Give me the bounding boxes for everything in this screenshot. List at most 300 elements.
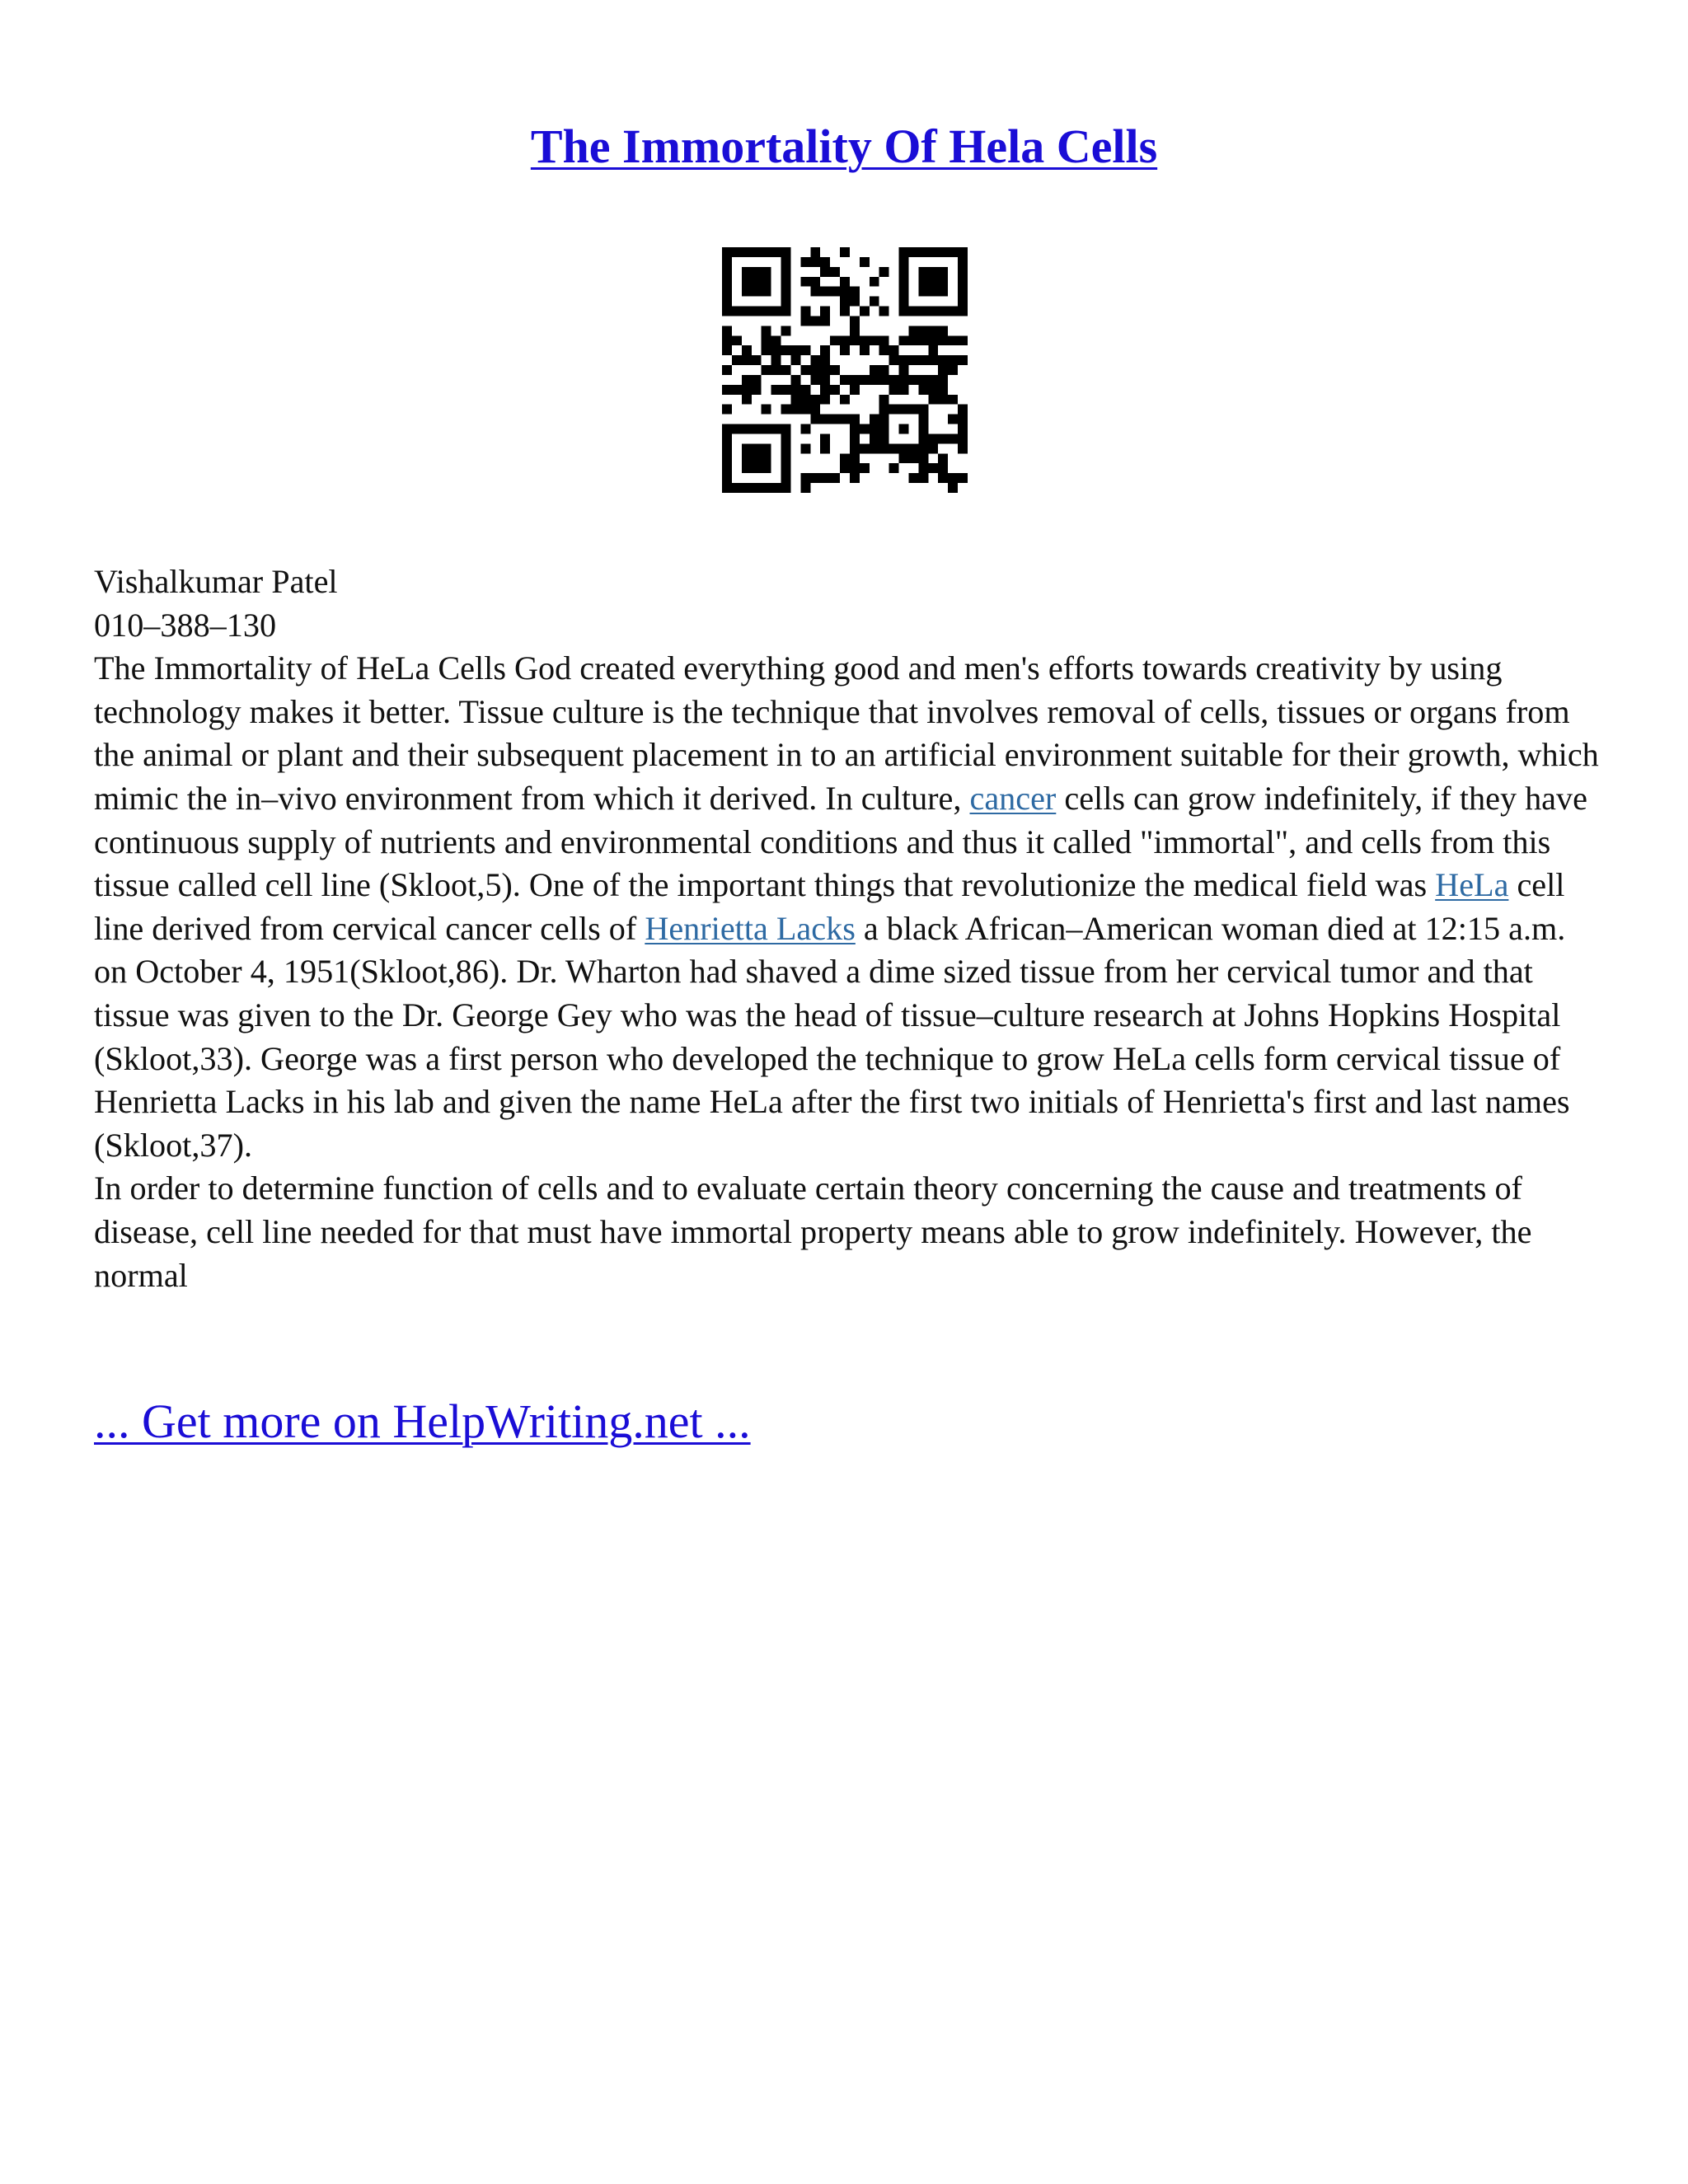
qr-module [860,424,870,434]
qr-module [732,424,742,434]
qr-module [938,287,948,297]
qr-module [781,434,791,443]
qr-module [781,257,791,267]
qr-module [908,453,918,463]
qr-module [879,335,889,345]
qr-module [830,385,840,395]
qr-module [938,335,948,345]
qr-module [781,345,791,355]
qr-module [958,297,968,307]
qr-module [870,297,879,307]
qr-module [928,277,938,287]
qr-module [742,307,752,316]
qr-module [781,463,791,473]
qr-module [938,385,948,395]
qr-module [928,434,938,443]
qr-module [762,307,771,316]
qr-module [830,473,840,483]
qr-module [928,345,938,355]
qr-code-graphic [722,247,968,493]
qr-module [850,463,860,473]
qr-module [732,247,742,257]
qr-module [840,307,850,316]
qr-module [928,355,938,365]
qr-module [918,415,928,424]
qr-module [752,267,762,277]
qr-module [810,415,820,424]
qr-module [889,355,899,365]
qr-module [810,375,820,385]
qr-module [928,267,938,277]
qr-module [918,405,928,415]
qr-module [938,326,948,335]
qr-module [762,335,771,345]
qr-module [762,247,771,257]
qr-module [958,355,968,365]
qr-module [752,424,762,434]
qr-module [879,395,889,405]
qr-module [850,443,860,453]
qr-module [722,443,732,453]
qr-module [790,375,800,385]
qr-module [840,415,850,424]
qr-module [899,365,909,375]
qr-module [781,247,791,257]
qr-module [948,434,958,443]
qr-module [810,257,820,267]
qr-module [938,434,948,443]
qr-module [850,335,860,345]
qr-module [918,247,928,257]
qr-module [762,453,771,463]
qr-module [908,307,918,316]
qr-module [889,443,899,453]
qr-module [850,326,860,335]
qr-module [830,335,840,345]
qr-module [928,287,938,297]
qr-module [918,355,928,365]
qr-module [800,277,810,287]
qr-module [899,424,909,434]
qr-module [742,375,752,385]
qr-module [938,463,948,473]
qr-module [948,415,958,424]
qr-module [722,424,732,434]
qr-module [722,267,732,277]
link-cancer[interactable]: cancer [969,779,1057,817]
qr-module [918,424,928,434]
qr-module [781,287,791,297]
qr-module [771,345,781,355]
qr-module [870,375,879,385]
qr-module [742,355,752,365]
qr-module [762,365,771,375]
qr-module [908,326,918,335]
qr-module [850,415,860,424]
qr-module [800,307,810,316]
qr-module [820,473,830,483]
qr-module [752,463,762,473]
qr-module [850,316,860,326]
qr-module [722,277,732,287]
qr-module [800,345,810,355]
qr-module [870,277,879,287]
qr-module [899,453,909,463]
qr-module [860,463,870,473]
qr-module [781,385,791,395]
qr-module [722,434,732,443]
qr-module [899,385,909,395]
qr-module [948,483,958,493]
qr-module [889,385,899,395]
qr-module [889,375,899,385]
qr-module [771,247,781,257]
qr-module [958,405,968,415]
qr-module [889,405,899,415]
qr-module [928,335,938,345]
qr-module [752,453,762,463]
paragraph-1-text: cells can grow indefinitely, if they have continuous supply of nutrients and environmental conditions and thus it called "immortal", and cells from this tissue called cell line (Skloot,5). One of the important things that revolutionize the medical field was [94,779,1587,904]
qr-module [781,326,791,335]
qr-module [908,375,918,385]
qr-module [810,365,820,375]
qr-module [771,355,781,365]
qr-module [752,287,762,297]
qr-module [918,473,928,483]
qr-module [879,443,889,453]
qr-module [840,463,850,473]
qr-module [889,463,899,473]
qr-module [752,247,762,257]
qr-module [742,453,752,463]
qr-module [742,424,752,434]
qr-module [732,307,742,316]
qr-module [918,385,928,395]
qr-module [850,434,860,443]
qr-module [938,277,948,287]
qr-module [752,375,762,385]
qr-module [860,335,870,345]
qr-module [948,355,958,365]
qr-module [781,453,791,463]
qr-module [850,453,860,463]
qr-module [762,483,771,493]
qr-module [790,355,800,365]
qr-module [722,335,732,345]
qr-module [958,257,968,267]
author-name: Vishalkumar Patel [94,563,338,600]
qr-module [889,345,899,355]
qr-code-icon [722,247,968,493]
qr-module [781,483,791,493]
qr-module [958,307,968,316]
qr-module [820,267,830,277]
qr-module [938,453,948,463]
qr-module [810,277,820,287]
qr-module [860,307,870,316]
qr-module [742,463,752,473]
qr-module [820,365,830,375]
qr-module [879,345,889,355]
qr-module [928,307,938,316]
qr-module [958,335,968,345]
paragraph-1-text: The Immortality of HeLa Cells God created everything good and men's efforts towards creativity by using technology makes it better. Tissue culture is the technique that involves removal of cells, tissues or organs from the animal or plant and their subsequent placement in to an artificial environment suitable for their growth, which mimic the in–vivo environment from which it derived. In culture, [94,649,1599,817]
qr-module [908,443,918,453]
qr-module [918,443,928,453]
qr-module [938,307,948,316]
qr-module [899,307,909,316]
qr-module [860,257,870,267]
qr-module [722,463,732,473]
qr-module [899,257,909,267]
qr-module [820,434,830,443]
qr-module [899,287,909,297]
qr-module [810,405,820,415]
qr-module [800,257,810,267]
qr-module [762,267,771,277]
qr-module [860,345,870,355]
qr-module [879,307,889,316]
qr-module [742,267,752,277]
qr-module [928,375,938,385]
qr-module [752,483,762,493]
qr-module [860,375,870,385]
qr-module [899,443,909,453]
qr-module [820,355,830,365]
qr-module [830,267,840,277]
qr-module [850,424,860,434]
qr-module [781,297,791,307]
qr-module [722,247,732,257]
qr-module [908,247,918,257]
student-id: 010–388–130 [94,606,277,644]
qr-module [899,405,909,415]
qr-module [938,473,948,483]
qr-module [870,434,879,443]
qr-module [771,483,781,493]
qr-module [958,443,968,453]
qr-module [771,424,781,434]
qr-module [800,385,810,395]
qr-module [790,385,800,395]
qr-module [781,443,791,453]
qr-module [840,247,850,257]
qr-module [918,463,928,473]
paragraph-2: In order to determine function of cells and to evaluate certain theory concerning the cause and treatments of disease, cell line needed for that must have immortal property means able to grow indefinitely. However, the normal [94,1169,1532,1294]
qr-module [820,385,830,395]
qr-module [810,395,820,405]
qr-module [928,443,938,453]
qr-module [899,267,909,277]
qr-module [840,375,850,385]
qr-module [899,297,909,307]
qr-module [722,483,732,493]
qr-module [938,355,948,365]
qr-module [840,345,850,355]
qr-module [781,277,791,287]
qr-module [722,473,732,483]
qr-module [958,277,968,287]
qr-module [732,385,742,395]
qr-module [938,267,948,277]
qr-module [850,385,860,395]
qr-module [948,247,958,257]
qr-module [908,405,918,415]
qr-module [830,415,840,424]
qr-module [850,287,860,297]
qr-module [870,415,879,424]
qr-module [781,365,791,375]
qr-module [810,473,820,483]
qr-module [879,375,889,385]
qr-module [800,473,810,483]
qr-module [879,405,889,415]
qr-module [948,335,958,345]
qr-module [938,395,948,405]
qr-module [722,365,732,375]
qr-module [918,375,928,385]
get-more-link[interactable]: ... Get more on HelpWriting.net ... [94,1394,751,1448]
qr-module [958,287,968,297]
qr-module [908,335,918,345]
qr-module [958,267,968,277]
qr-module [762,405,771,415]
qr-module [800,316,810,326]
qr-module [752,385,762,395]
qr-module [928,395,938,405]
qr-module [840,395,850,405]
qr-module [948,395,958,405]
qr-module [820,287,830,297]
qr-module [850,297,860,307]
qr-module [762,277,771,287]
qr-module [948,307,958,316]
qr-module [918,326,928,335]
qr-module [879,415,889,424]
qr-module [722,307,732,316]
qr-module [958,424,968,434]
link-henrietta-lacks[interactable]: Henrietta Lacks [645,909,856,947]
qr-module [870,335,879,345]
qr-module [810,247,820,257]
qr-module [840,287,850,297]
qr-module [732,335,742,345]
qr-module [879,267,889,277]
qr-module [879,365,889,375]
qr-module [742,287,752,297]
qr-module [958,247,968,257]
qr-module [781,473,791,483]
qr-module [732,355,742,365]
qr-module [820,415,830,424]
qr-module [899,355,909,365]
qr-module [752,355,762,365]
qr-module [742,443,752,453]
qr-module [938,365,948,375]
qr-module [928,326,938,335]
qr-module [722,297,732,307]
qr-module [742,483,752,493]
qr-module [820,443,830,453]
qr-module [830,287,840,297]
qr-module [918,267,928,277]
qr-module [742,345,752,355]
qr-module [762,443,771,453]
qr-module [722,453,732,463]
qr-module [771,335,781,345]
qr-module [762,424,771,434]
qr-module [810,287,820,297]
qr-module [928,463,938,473]
qr-module [899,375,909,385]
qr-module [899,247,909,257]
qr-module [918,277,928,287]
qr-module [722,287,732,297]
qr-module [790,405,800,415]
qr-module [918,434,928,443]
qr-module [928,247,938,257]
qr-module [820,395,830,405]
qr-module [860,443,870,453]
qr-module [762,287,771,297]
qr-module [762,463,771,473]
qr-module [918,335,928,345]
link-hela[interactable]: HeLa [1435,866,1509,904]
article-body [94,560,1602,1297]
qr-module [732,483,742,493]
qr-module [762,326,771,335]
qr-module [800,483,810,493]
qr-module [752,277,762,287]
qr-module [850,473,860,483]
qr-module [879,424,889,434]
qr-module [790,345,800,355]
qr-module [800,395,810,405]
qr-module [771,385,781,395]
qr-module [810,355,820,365]
qr-module [800,424,810,434]
qr-module [800,365,810,375]
qr-module [820,316,830,326]
paragraph-1 [94,647,1602,1167]
qr-module [870,365,879,375]
qr-module [781,267,791,277]
qr-module [918,307,928,316]
qr-module [781,405,791,415]
qr-module [762,345,771,355]
qr-module [820,257,830,267]
qr-module [850,375,860,385]
title-link[interactable]: The Immortality Of Hela Cells [530,120,1158,173]
page-title [0,114,1688,180]
qr-module [742,395,752,405]
qr-module [800,443,810,453]
qr-module [840,335,850,345]
qr-module [908,355,918,365]
qr-module [958,415,968,424]
qr-module [840,277,850,287]
qr-module [752,307,762,316]
qr-module [742,277,752,287]
qr-module [958,434,968,443]
qr-module [722,385,732,395]
qr-module [948,473,958,483]
qr-module [879,434,889,443]
paragraph-1-text: a black African–American woman died at 12:15 a.m. on October 4, 1951(Skloot,86). Dr. Wharton had shaved a dime sized tissue from her cervical tumor and that tissue was given to the Dr. George Gey who was the head of tissue–culture research at Johns Hopkins Hospital (Skloot,33). George was a first person who developed the technique to grow HeLa cells form cervical tissue of Henrietta Lacks in his lab and given the name HeLa after the first two initials of Henrietta's first and last names (Skloot,37). [94,909,1570,1164]
qr-module [810,316,820,326]
qr-module [948,365,958,375]
qr-module [722,345,732,355]
